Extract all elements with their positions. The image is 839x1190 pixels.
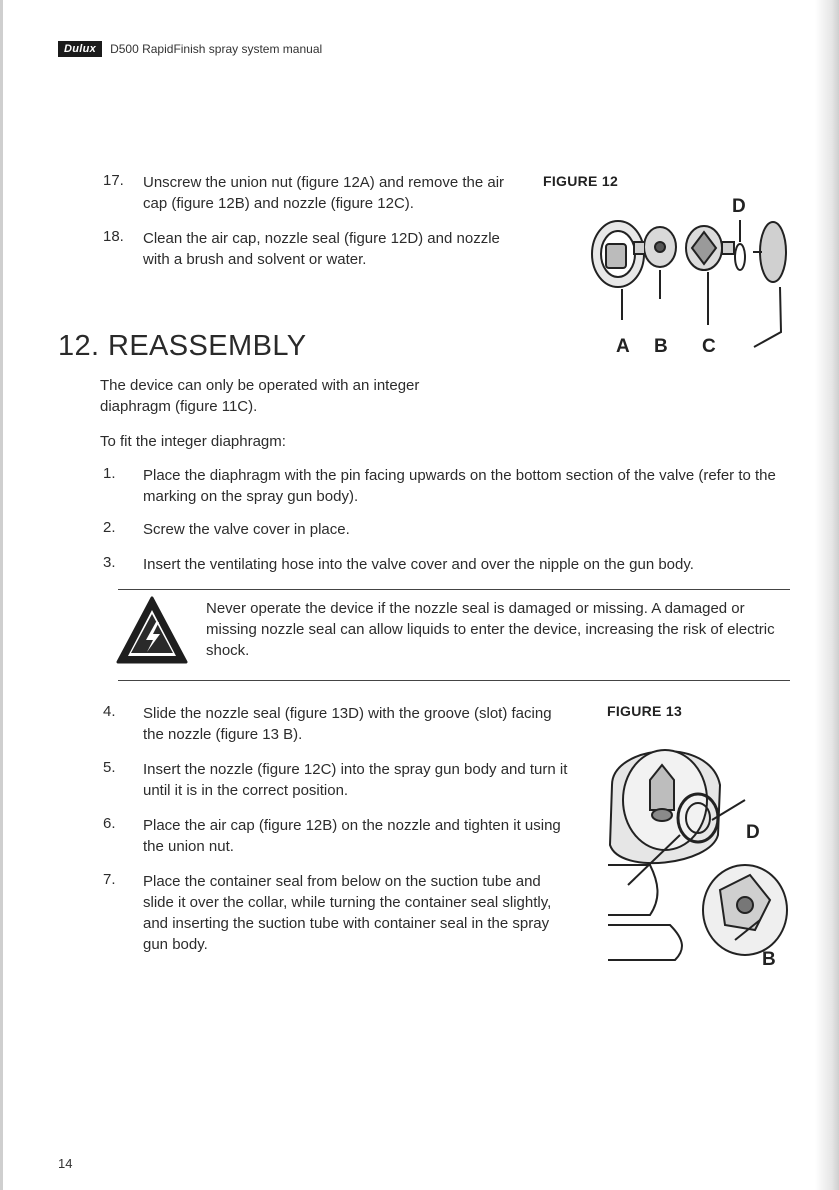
step-text-7: Place the container seal from below on the suction tube and slide it over the collar, while turning the container seal slightly, and inserting the suction tube with container seal in the spray gun body.	[143, 873, 552, 953]
figure-12-label-a: A	[616, 336, 630, 357]
warning-top-rule	[118, 589, 790, 590]
step-text-3: Insert the ventilating hose into the valve cover and over the nipple on the gun body.	[143, 556, 694, 573]
section-heading: 12. REASSEMBLY	[58, 330, 307, 362]
brand-logo: Dulux	[58, 41, 102, 57]
step-number-17: 17.	[103, 172, 124, 189]
figure-13-label-d: D	[746, 822, 760, 843]
figure-12-label-d: D	[732, 196, 746, 217]
fit-intro: To fit the integer diaphragm:	[100, 433, 286, 450]
figure-12-diagram	[578, 192, 800, 367]
nozzle-seal-part	[735, 244, 745, 270]
electric-shock-warning-icon	[116, 594, 188, 668]
step-text-5: Insert the nozzle (figure 12C) into the spray gun body and turn it until it is in the correct position.	[143, 761, 568, 799]
page-edge-left	[0, 0, 3, 1190]
figure-12-label-c: C	[702, 336, 716, 357]
step-text-4: Slide the nozzle seal (figure 13D) with the groove (slot) facing the nozzle (figure 13 B).	[143, 705, 552, 743]
step-text-17: Unscrew the union nut (figure 12A) and remove the air cap (figure 12B) and nozzle (figure 12C).	[143, 174, 505, 212]
figure-12-title: FIGURE 12	[543, 173, 619, 189]
step-number-4: 4.	[103, 703, 116, 720]
gun-body-part	[753, 222, 786, 347]
page-edge-right	[815, 0, 839, 1190]
page-number: 14	[58, 1156, 73, 1171]
step-text-18: Clean the air cap, nozzle seal (figure 12D) and nozzle with a brush and solvent or water.	[143, 230, 500, 268]
step-number-18: 18.	[103, 228, 124, 245]
section-intro: The device can only be operated with an integer diaphragm (figure 11C).	[100, 377, 420, 415]
step-number-5: 5.	[103, 759, 116, 776]
step-text-2: Screw the valve cover in place.	[143, 521, 350, 538]
step-number-7: 7.	[103, 871, 116, 888]
nozzle-part	[686, 226, 734, 270]
warning-text: Never operate the device if the nozzle seal is damaged or missing. A damaged or missing nozzle seal can allow liquids to enter the device, increasing the risk of electric shock.	[206, 600, 775, 659]
page-header	[58, 41, 322, 57]
step-text-6: Place the air cap (figure 12B) on the nozzle and tighten it using the union nut.	[143, 817, 561, 855]
step-number-1: 1.	[103, 465, 116, 482]
figure-13-diagram	[590, 725, 800, 975]
step-number-3: 3.	[103, 554, 116, 571]
figure-13-label-b: B	[762, 949, 776, 970]
step-text-1: Place the diaphragm with the pin facing upwards on the bottom section of the valve (refer to the marking on the spray gun body).	[143, 467, 776, 505]
step-number-6: 6.	[103, 815, 116, 832]
figure-13-title: FIGURE 13	[607, 703, 683, 719]
gun-body-front	[610, 750, 720, 863]
manual-title: D500 RapidFinish spray system manual	[110, 42, 323, 56]
warning-bottom-rule	[118, 680, 790, 681]
step-number-2: 2.	[103, 519, 116, 536]
air-cap-front	[703, 865, 787, 955]
container-housing	[608, 865, 682, 960]
figure-12-label-b: B	[654, 336, 668, 357]
